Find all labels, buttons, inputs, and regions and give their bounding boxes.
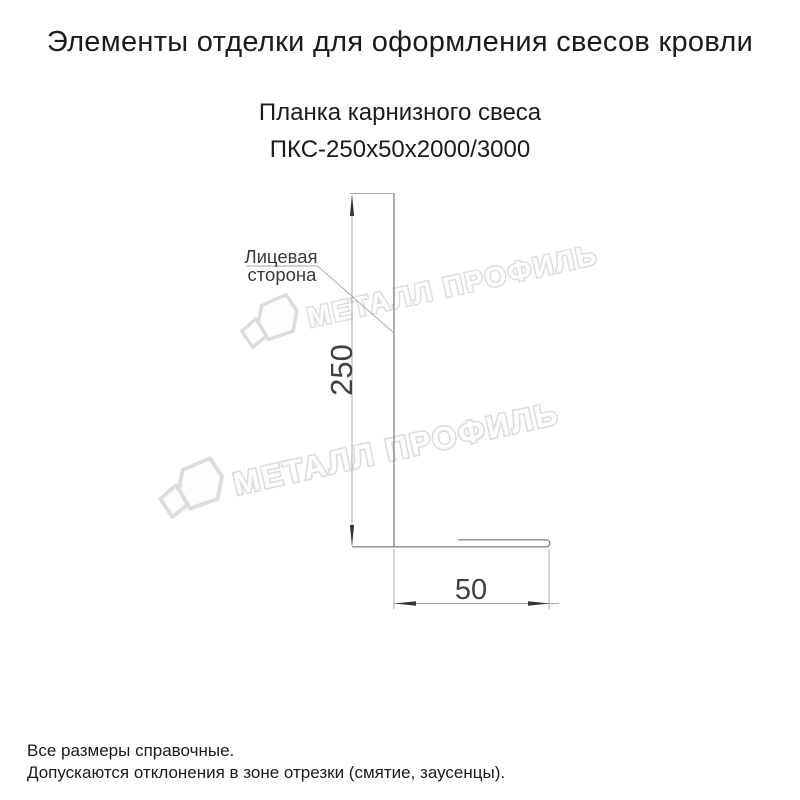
- metall-profil-logo-icon: [154, 457, 228, 519]
- arrow-left: [395, 601, 417, 605]
- width-dimension-value: 50: [454, 574, 488, 606]
- arrow-down: [350, 525, 354, 547]
- watermark-text: МЕТАЛЛ ПРОФИЛЬ: [230, 395, 563, 502]
- profile-outline: [352, 194, 550, 548]
- arrow-right: [528, 601, 550, 605]
- metall-profil-logo-icon: [236, 293, 302, 349]
- height-dimension-value: 250: [324, 344, 359, 396]
- arrow-up: [350, 195, 354, 217]
- watermark-text: МЕТАЛЛ ПРОФИЛЬ: [304, 238, 601, 334]
- footer-note-1: Все размеры справочные.: [27, 741, 235, 760]
- product-subtitle: Планка карнизного свеса: [258, 99, 542, 126]
- product-code: ПКС-250х50х2000/3000: [269, 136, 531, 163]
- profile-bottom-flange-with-hem: [352, 540, 550, 547]
- watermark-lower: [154, 382, 563, 518]
- face-label-line1: Лицевая: [244, 246, 318, 267]
- face-side-label: [244, 246, 317, 285]
- face-label-line2: сторона: [247, 264, 317, 285]
- page-title: Элементы отделки для оформления свесов кровли: [46, 26, 754, 58]
- footer-note-2: Допускаются отклонения в зоне отрезки (смятие, заусенцы).: [27, 763, 506, 782]
